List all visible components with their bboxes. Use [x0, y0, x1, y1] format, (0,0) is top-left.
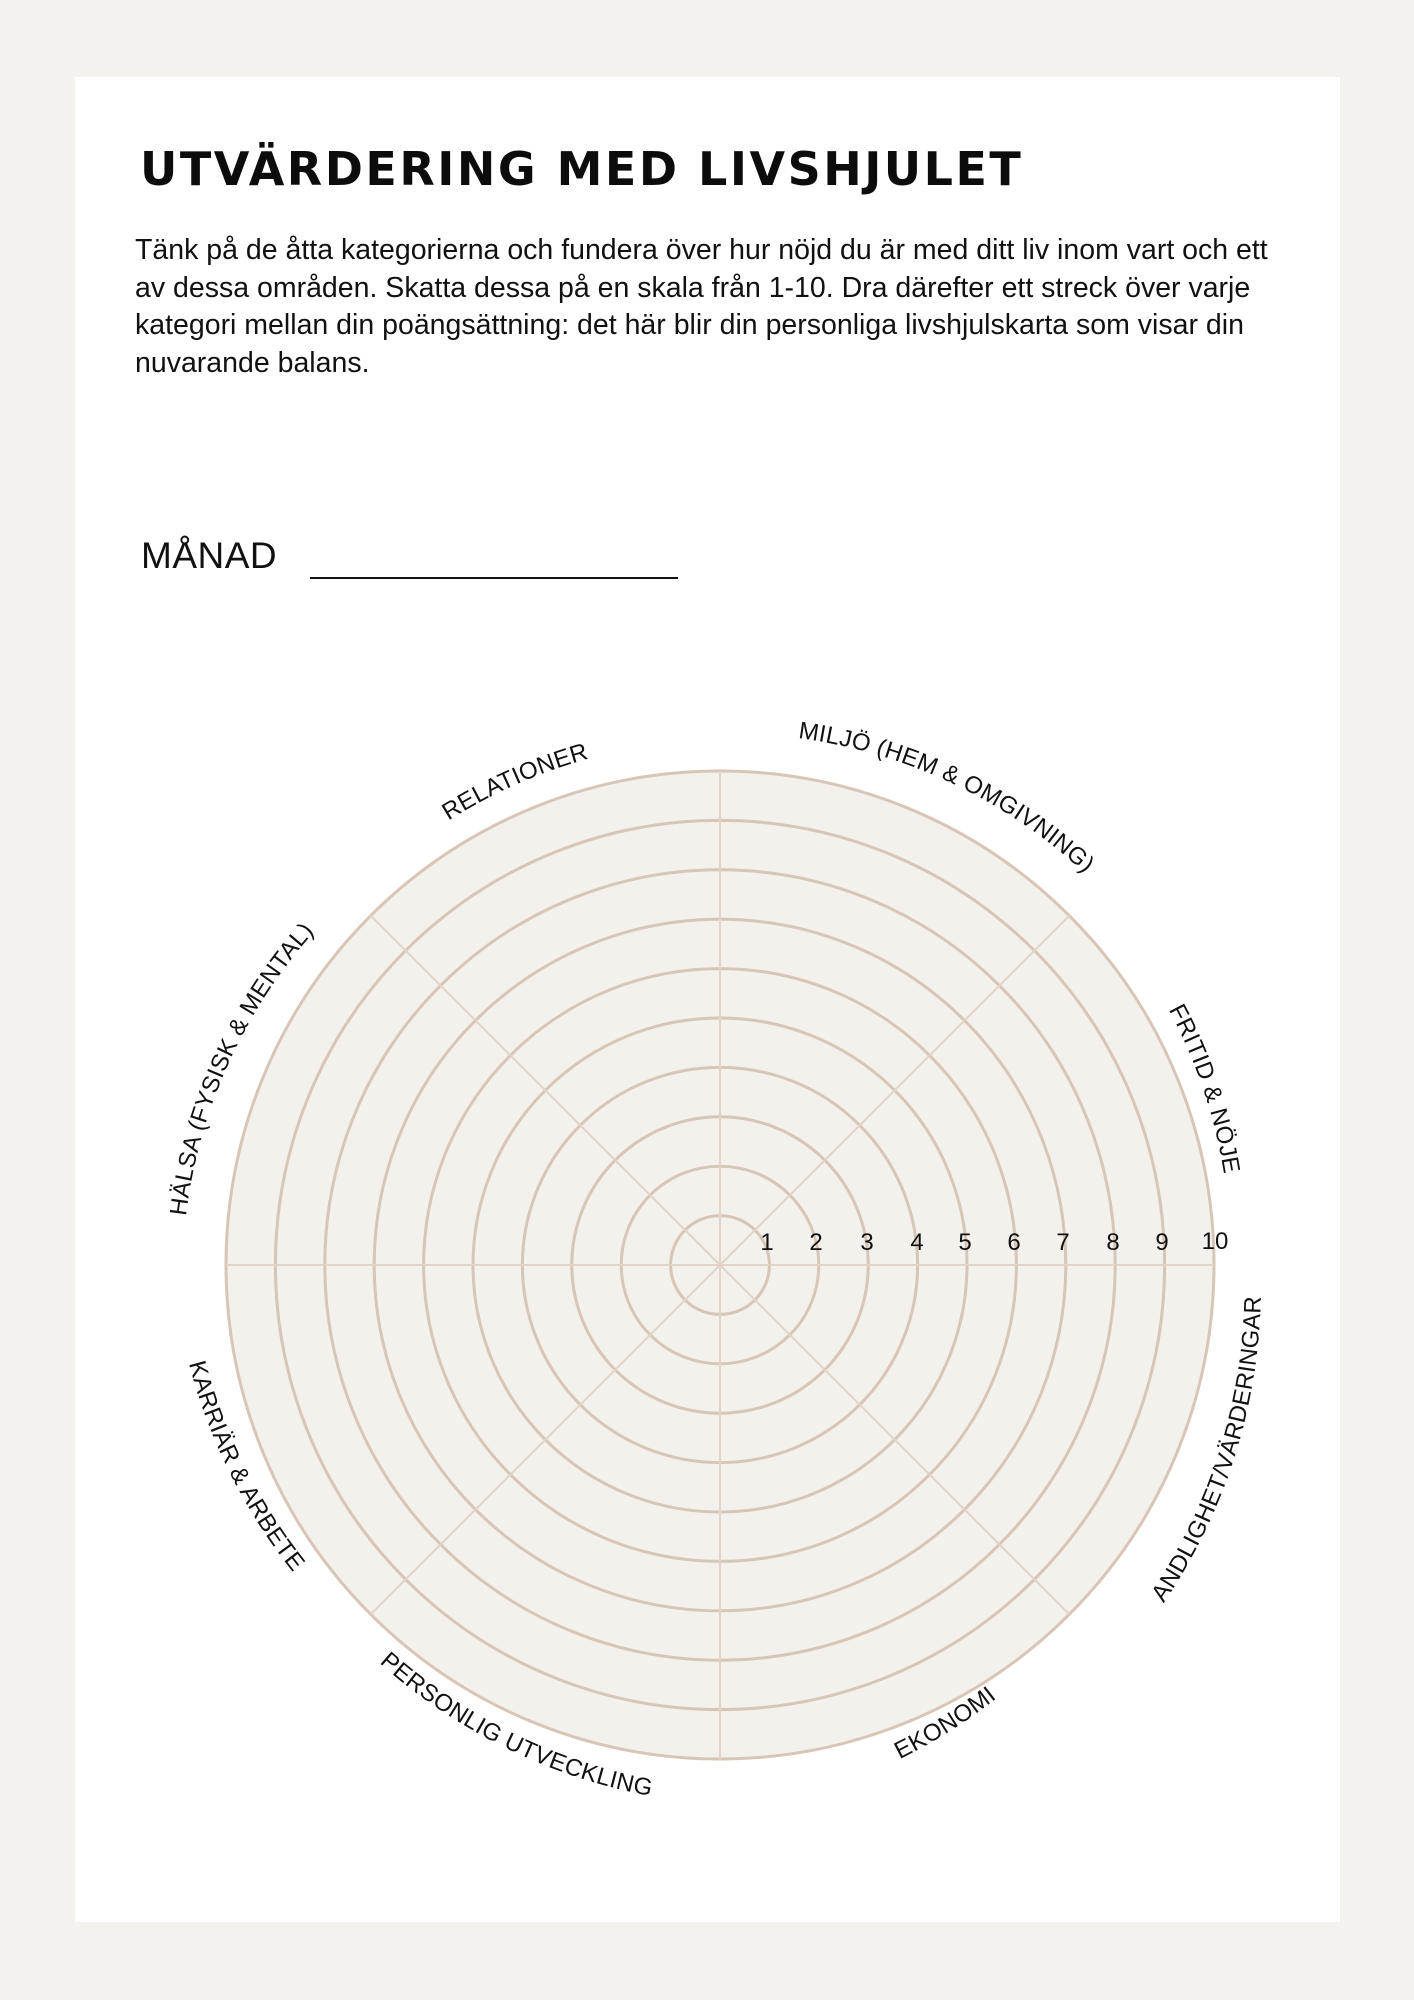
- category-label-ekonomi: EKONOMI: [890, 1681, 1001, 1765]
- intro-paragraph: Tänk på de åtta kategorierna och fundera över hur nöjd du är med ditt liv inom vart och ett av dessa områden. Skatta dessa på en skala från 1-10. Dra därefter ett streck över varje kategori mellan din poängsättning: det här blir din personliga livshjulskarta som visar din nuvarande balans.: [135, 234, 1268, 379]
- category-label-personlig-utveckling: PERSONLIG UTVECKLING: [375, 1646, 656, 1802]
- category-label-miljo: MILJÖ (HEM & OMGIVNING): [796, 717, 1100, 879]
- scale-label-5: 5: [958, 1229, 972, 1256]
- month-label: MÅNAD: [141, 535, 278, 576]
- category-label-karriar: KARRIÄR & ARBETE: [183, 1357, 310, 1577]
- category-label-andlighet: ANDLIGHET/VÄRDERINGAR: [1146, 1295, 1267, 1607]
- category-label-halsa: HÄLSA (FYSISK & MENTAL): [165, 917, 320, 1218]
- category-label-relationer: RELATIONER: [437, 738, 592, 826]
- category-label-fritid: FRITID & NÖJE: [1163, 999, 1245, 1176]
- page-title: UTVÄRDERING MED LIVSHJULET: [140, 142, 1024, 196]
- scale-label-1: 1: [760, 1229, 774, 1256]
- scale-label-7: 7: [1056, 1229, 1070, 1256]
- scale-label-10: 10: [1201, 1228, 1229, 1255]
- scale-label-9: 9: [1155, 1229, 1169, 1256]
- scale-label-3: 3: [860, 1229, 874, 1256]
- scale-label-8: 8: [1106, 1229, 1120, 1256]
- scale-label-4: 4: [910, 1229, 924, 1256]
- scale-label-6: 6: [1007, 1229, 1021, 1256]
- wheel-dividers: [226, 771, 1214, 1759]
- scale-label-2: 2: [809, 1229, 823, 1256]
